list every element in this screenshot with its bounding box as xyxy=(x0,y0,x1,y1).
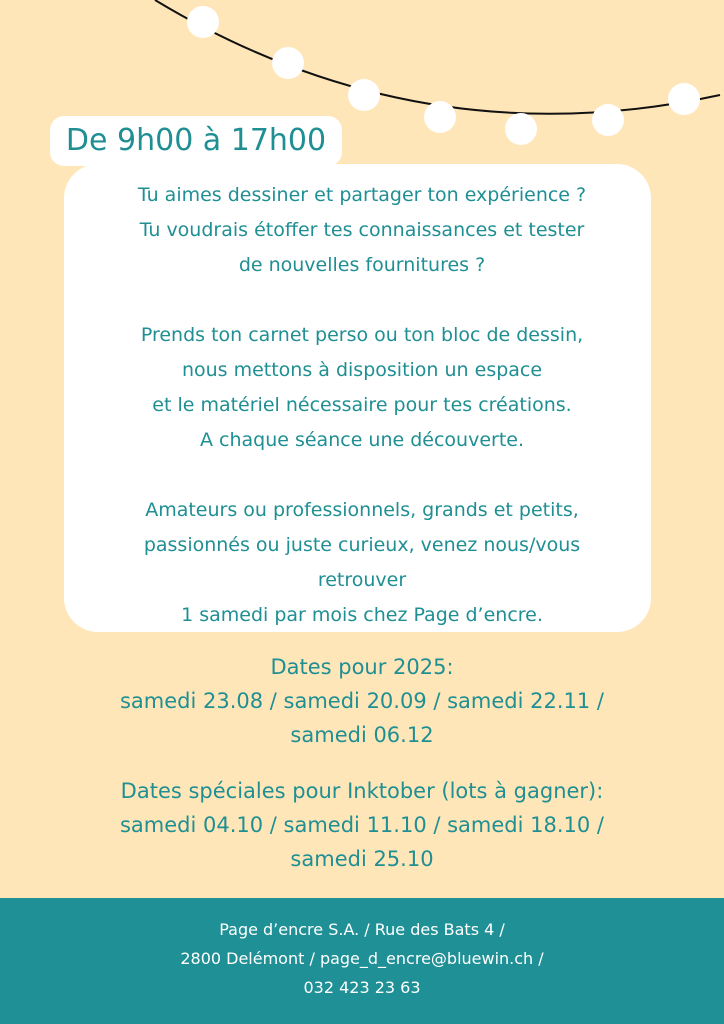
intro-line: Prends ton carnet perso ou ton bloc de dessin, xyxy=(140,324,584,346)
intro-line: nous mettons à disposition un espace xyxy=(181,359,543,381)
intro-line: et le matériel nécessaire pour tes créations. xyxy=(152,394,572,416)
special-dates-line: samedi 25.10 xyxy=(290,847,434,871)
footer-contact xyxy=(0,898,724,1024)
intro-line: 1 samedi par mois chez Page d’encre. xyxy=(181,604,543,626)
intro-line: A chaque séance une découverte. xyxy=(199,429,525,451)
regular-dates-line: samedi 06.12 xyxy=(290,723,434,747)
special-dates-line: samedi 04.10 / samedi 11.10 / samedi 18.10 / xyxy=(119,813,605,837)
intro-line: Tu voudrais étoffer tes connaissances et tester xyxy=(139,219,585,241)
intro-text xyxy=(0,178,724,633)
dates-section xyxy=(0,650,724,876)
intro-line: passionnés ou juste curieux, venez nous/vous xyxy=(143,534,581,556)
regular-dates-line: samedi 23.08 / samedi 20.09 / samedi 22.11 / xyxy=(119,689,605,713)
intro-line: Amateurs ou professionnels, grands et petits, xyxy=(145,499,579,521)
footer-city-email: 2800 Delémont / page_d_encre@bluewin.ch / xyxy=(180,949,544,968)
special-dates-title: Dates spéciales pour Inktober (lots à gagner): xyxy=(120,779,604,803)
intro-line: retrouver xyxy=(317,569,407,591)
regular-dates-title: Dates pour 2025: xyxy=(270,655,454,679)
footer-phone: 032 423 23 63 xyxy=(303,978,421,997)
footer-address: Page d’encre S.A. / Rue des Bats 4 / xyxy=(219,920,505,939)
intro-line: de nouvelles fournitures ? xyxy=(238,254,486,276)
intro-line: Tu aimes dessiner et partager ton expérience ? xyxy=(137,184,587,206)
hours-badge: De 9h00 à 17h00 xyxy=(50,116,342,166)
